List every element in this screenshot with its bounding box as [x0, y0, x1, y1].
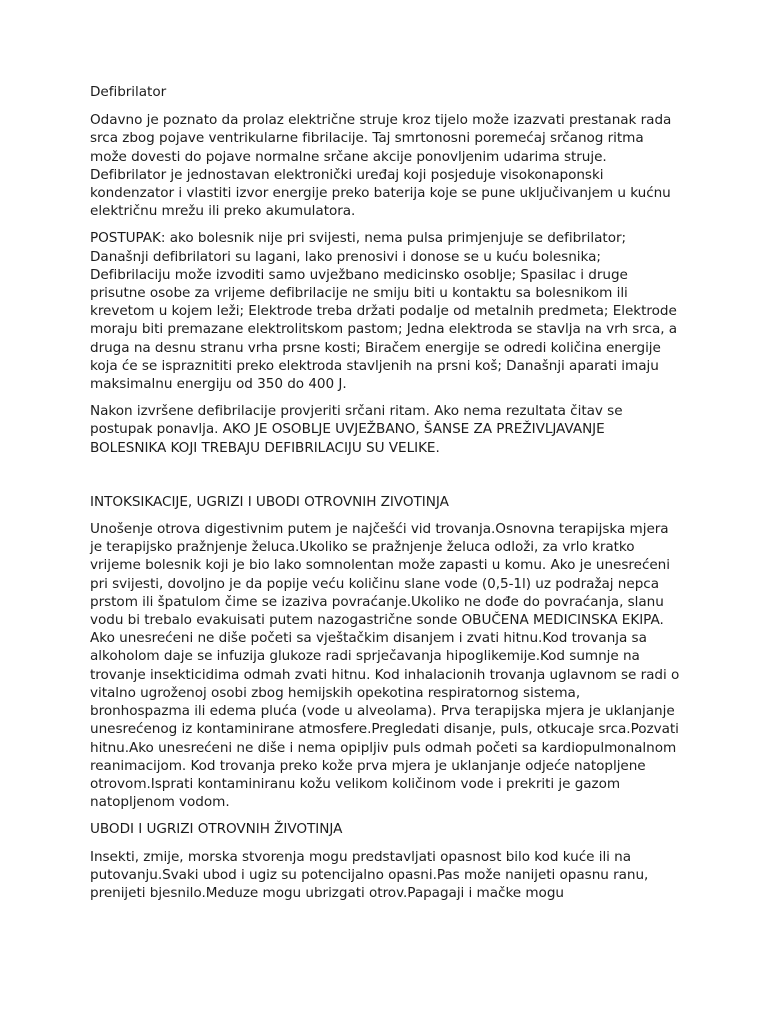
paragraph-intoksikacije: Unošenje otrova digestivnim putem je najčešći vid trovanja.Osnovna terapijska mjera je terapijsko pražnjenje želuca.Ukoliko se pražnjenje želuca odloži, za vrlo kratko vrijeme bolesnik koji je bio lako somnolentan može zapasti u komu. Ako je unesrećeni pri svijesti, dovoljno je da popije veću količinu slane vode (0,5-1l) uz podražaj nepca prstom ili špatulom čime se izaziva povraćanje.Ukoliko ne dođe do povraćanja, slanu vodu bi trebalo evakuisati putem nazogastrične sonde OBUČENA MEDICINSKA EKIPA. Ako unesrećeni ne diše početi sa vještačkim disanjem i zvati hitnu.Kod trovanja sa alkoholom daje se infuzija glukoze radi sprječavanja hipoglikemije.Kod sumnje na trovanje insekticidima odmah zvati hitnu. Kod inhalacionih trovanja uglavnom se radi o vitalno ugroženoj osobi zbog hemijskih opekotina respiratornog sistema, bronhospazma ili edema pluća (vode u alveolama). Prva terapijska mjera je uklanjanje unesrećenog iz kontaminirane atmosfere.Pregledati disanje, puls, otkucaje srca.Pozvati hitnu.Ako unesrećeni ne diše i nema opipljiv puls odmah početi sa kardiopulmonalnom reanimacijom. Kod trovanja preko kože prva mjera je uklanjanje odjeće natopljene otrovom.Isprati kontaminiranu kožu velikom količinom vode i prekriti je gazom natopljenom vodom.: [90, 521, 680, 811]
paragraph-after-defibrillation: Nakon izvršene defibrilacije provjeriti srčani ritam. Ako nema rezultata čitav se postupak ponavlja. AKO JE OSOBLJE UVJEŽBANO, ŠANSE ZA PREŽIVLJAVANJE BOLESNIKA KOJI TREBAJU DEFIBRILACIJU SU VELIKE.: [90, 403, 623, 456]
paragraph-defibrilator-intro: Odavno je poznato da prolaz električne struje kroz tijelo može izazvati prestanak rada srca zbog pojave ventrikularne fibrilacije. Taj smrtonosni poremećaj srčanog ritma može dovesti do pojave normalne srčane akcije ponovljenim udarima struje. Defibrilator je jednostavan elektronički uređaj koji posjeduje visokonaponski kondenzator i vlastiti izvor energije preko baterija koje se pune uključivanjem u kućnu električnu mrežu ili preko akumulatora.: [90, 112, 672, 220]
document-page: [90, 83, 680, 911]
section-heading-ubodi: UBODI I UGRIZI OTROVNIH ŽIVOTINJA: [90, 821, 343, 838]
section-heading-intoksikacije: INTOKSIKACIJE, UGRIZI I UBODI OTROVNIH ZIVOTINJA: [90, 493, 449, 510]
paragraph-ubodi: Insekti, zmije, morska stvorenja mogu predstavljati opasnost bilo kod kuće ili na putovanju.Svaki ubod i ugiz su potencijalno opasni.Pas može nanijeti opasnu ranu, prenijeti bjesnilo.Meduze mogu ubrizgati otrov.Papagaji i mačke mogu: [90, 848, 649, 901]
paragraph-postupak: POSTUPAK: ako bolesnik nije pri svijesti, nema pulsa primjenjuje se defibrilator; Današnji defibrilatori su lagani, lako prenosivi i donose se u kuću bolesnika; Defibrilaciju može izvoditi samo uvježbano medicinsko osoblje; Spasilac i druge prisutne osobe za vrijeme defibrilacije ne smiju biti u kontaktu sa bolesnikom ili krevetom u kojem leži; Elektrode treba držati podalje od metalnih predmeta; Elektrode moraju biti premazane elektrolitskom pastom; Jedna elektroda se stavlja na vrh srca, a druga na desnu stranu vrha prsne kosti; Biračem energije se odredi količina energije koja će se ispraznititi preko elektroda stavljenih na prsni koš; Današnji aparati imaju maksimalnu energiju od 350 do 400 J.: [90, 230, 678, 393]
document-title: Defibrilator: [90, 84, 167, 100]
